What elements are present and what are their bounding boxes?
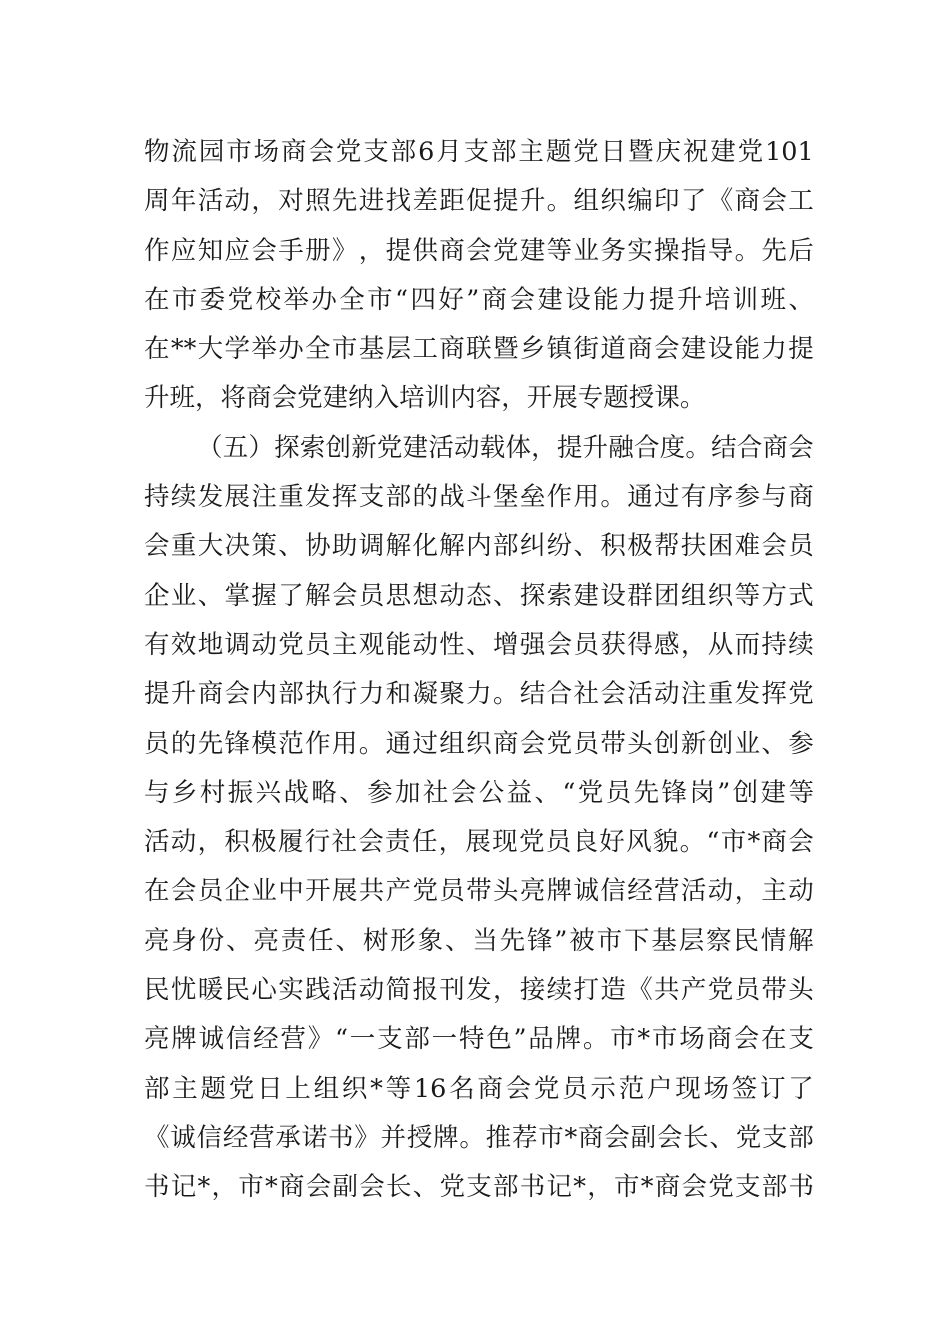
text-line: 亮 身 份 、 亮 责 任 、 树 形 象 、 当 先 锋 ” 被 市 下 基 层 察 民 情 解 bbox=[144, 925, 814, 956]
text-line: 作 应 知 应 会 手 册 》 ， 提 供 商 会 党 建 等 业 务 实 操 指 导 。 先 后 bbox=[144, 235, 814, 266]
text-line: 会 重 大 决 策 、 协 助 调 解 化 解 内 部 纠 纷 、 积 极 帮 扶 困 难 会 员 bbox=[144, 531, 814, 562]
text-line: 企 业 、 掌 握 了 解 会 员 思 想 动 态 、 探 索 建 设 群 团 组 织 等 方 式 bbox=[144, 580, 814, 611]
text-line: 在 ** 大 学 举 办 全 市 基 层 工 商 联 暨 乡 镇 街 道 商 会 建 设 能 力 提 bbox=[144, 334, 814, 365]
text-line: 员 的 先 锋 模 范 作 用 。 通 过 组 织 商 会 党 员 带 头 创 新 创 业 、 参 bbox=[144, 728, 814, 759]
text-line: （ 五 ） 探 索 创 新 党 建 活 动 载 体 ， 提 升 融 合 度 。 结 合 商 会 bbox=[197, 432, 814, 463]
text-line: 与 乡 村 振 兴 战 略 、 参 加 社 会 公 益 、 “ 党 员 先 锋 岗 ” 创 建 等 bbox=[144, 777, 814, 808]
text-line: 在 市 委 党 校 举 办 全 市 “ 四 好 ” 商 会 建 设 能 力 提 升 培 训 班 、 bbox=[144, 284, 814, 315]
document-body bbox=[144, 128, 814, 1213]
text-line: 物 流 园 市 场 商 会 党 支 部 6 月 支 部 主 题 党 日 暨 庆 祝 建 党 101 bbox=[144, 137, 814, 167]
text-line: 亮 牌 诚 信 经 营 》 “ 一 支 部 一 特 色 ” 品 牌 。 市 * 市 场 商 会 在 支 bbox=[144, 1024, 814, 1055]
text-line: 活 动 ， 积 极 履 行 社 会 责 任 ， 展 现 党 员 良 好 风 貌 。 “ 市 * 商 会 bbox=[144, 827, 814, 858]
text-line: 有 效 地 调 动 党 员 主 观 能 动 性 、 增 强 会 员 获 得 感 ， 从 而 持 续 bbox=[144, 629, 814, 660]
text-line: 持 续 发 展 注 重 发 挥 支 部 的 战 斗 堡 垒 作 用 。 通 过 有 序 参 与 商 bbox=[144, 482, 814, 513]
text-line: 升 班 ， 将 商 会 党 建 纳 入 培 训 内 容 ， 开 展 专 题 授 课 。 bbox=[144, 383, 706, 414]
text-line: 民 忧 暖 民 心 实 践 活 动 简 报 刊 发 ， 接 续 打 造 《 共 产 党 员 带 头 bbox=[144, 975, 814, 1006]
text-line: 《 诚 信 经 营 承 诺 书 》 并 授 牌 。 推 荐 市 * 商 会 副 会 长 、 党 支 部 bbox=[144, 1122, 814, 1153]
text-line: 部 主 题 党 日 上 组 织 * 等 16 名 商 会 党 员 示 范 户 现 场 签 订 了 bbox=[144, 1073, 814, 1104]
text-line: 书 记 * ， 市 * 商 会 副 会 长 、 党 支 部 书 记 * ， 市 * 商 会 党 支 部 书 bbox=[144, 1172, 814, 1203]
text-line: 在 会 员 企 业 中 开 展 共 产 党 员 带 头 亮 牌 诚 信 经 营 活 动 ， 主 动 bbox=[144, 876, 814, 907]
text-line: 周 年 活 动 ， 对 照 先 进 找 差 距 促 提 升 。 组 织 编 印 了 《 商 会 工 bbox=[144, 186, 814, 217]
text-line: 提 升 商 会 内 部 执 行 力 和 凝 聚 力 。 结 合 社 会 活 动 注 重 发 挥 党 bbox=[144, 679, 814, 710]
